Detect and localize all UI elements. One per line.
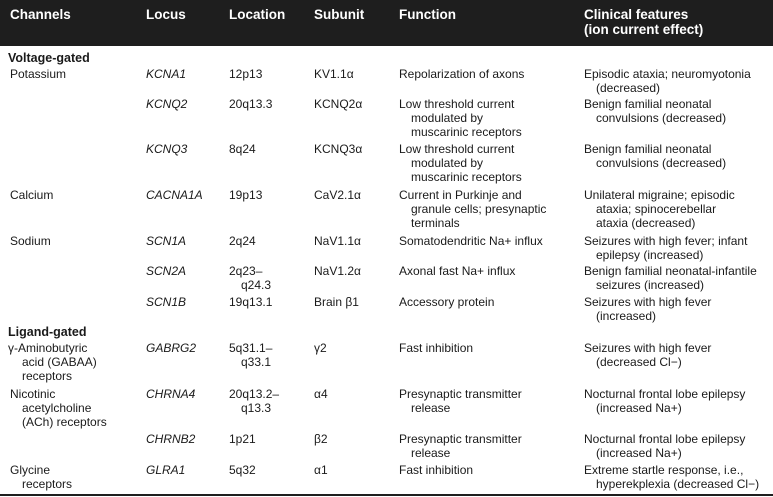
subunit-cell: β2 — [314, 432, 328, 446]
function-cell: Low threshold current — [399, 97, 515, 111]
subunit-cell: CaV2.1α — [314, 188, 361, 202]
locus-cell: SCN1A — [146, 234, 187, 248]
clinical-cell: (increased Na+) — [596, 401, 682, 415]
clinical-cell: Seizures with high fever — [584, 341, 712, 355]
channel-cell: Calcium — [10, 188, 54, 202]
function-cell: muscarinic receptors — [411, 170, 522, 184]
function-cell: muscarinic receptors — [411, 125, 522, 139]
subunit-cell: NaV1.1α — [314, 234, 361, 248]
locus-cell: KCNA1 — [146, 67, 187, 81]
subunit-cell: α1 — [314, 463, 328, 477]
clinical-cell: Seizures with high fever; infant — [584, 234, 748, 248]
function-cell: Fast inhibition — [399, 341, 474, 355]
clinical-cell: Nocturnal frontal lobe epilepsy — [584, 387, 746, 401]
clinical-cell: Episodic ataxia; neuromyotonia — [584, 67, 751, 81]
clinical-cell: Benign familial neonatal-infantile — [584, 264, 757, 278]
clinical-cell: (increased Na+) — [596, 446, 682, 460]
subunit-cell: KCNQ3α — [314, 142, 363, 156]
section-voltage-gated: Voltage-gated — [8, 51, 90, 65]
clinical-cell: convulsions (decreased) — [596, 156, 727, 170]
function-cell: Fast inhibition — [399, 463, 474, 477]
section-ligand-gated: Ligand-gated — [8, 325, 87, 339]
location-cell: 20q13.3 — [229, 97, 273, 111]
locus-cell: GABRG2 — [146, 341, 197, 355]
clinical-cell: (increased) — [596, 309, 657, 323]
clinical-cell: Seizures with high fever — [584, 295, 712, 309]
function-cell: Current in Purkinje and — [399, 188, 522, 202]
channel-cell: Glycine — [10, 463, 51, 477]
clinical-cell: seizures (increased) — [596, 278, 705, 292]
channel-cell: Nicotinic — [10, 387, 56, 401]
subunit-cell: NaV1.2α — [314, 264, 361, 278]
location-cell: 5q31.1– — [229, 341, 273, 355]
function-cell: granule cells; presynaptic — [411, 202, 547, 216]
locus-cell: SCN2A — [146, 264, 187, 278]
location-cell: q13.3 — [241, 401, 272, 415]
function-cell: release — [411, 401, 451, 415]
subunit-cell: Brain β1 — [314, 295, 359, 309]
function-cell: Repolarization of axons — [399, 67, 525, 81]
table-header — [0, 0, 773, 46]
function-cell: Presynaptic transmitter — [399, 387, 522, 401]
locus-cell: CACNA1A — [146, 188, 203, 202]
clinical-cell: Benign familial neonatal — [584, 97, 712, 111]
location-cell: 2q23– — [229, 264, 263, 278]
subunit-cell: α4 — [314, 387, 328, 401]
channel-cell: Sodium — [10, 234, 51, 248]
function-cell: modulated by — [411, 156, 484, 170]
clinical-cell: Benign familial neonatal — [584, 142, 712, 156]
clinical-cell: (decreased Cl−) — [596, 355, 682, 369]
clinical-cell: Extreme startle response, i.e., — [584, 463, 744, 477]
clinical-cell: Unilateral migraine; episodic — [584, 188, 735, 202]
locus-cell: CHRNA4 — [146, 387, 196, 401]
channel-cell: Potassium — [10, 67, 67, 81]
header-locus: Locus — [146, 7, 186, 22]
header-channels: Channels — [10, 7, 71, 22]
location-cell: 5q32 — [229, 463, 256, 477]
channel-cell: acid (GABAA) — [22, 355, 97, 369]
locus-cell: CHRNB2 — [146, 432, 196, 446]
header-clinical-features: Clinical features — [584, 7, 689, 22]
location-cell: 19p13 — [229, 188, 263, 202]
clinical-cell: epilepsy (increased) — [596, 248, 704, 262]
subunit-cell: KCNQ2α — [314, 97, 363, 111]
function-cell: Accessory protein — [399, 295, 495, 309]
channel-cell: (ACh) receptors — [22, 415, 107, 429]
clinical-cell: (decreased) — [596, 81, 661, 95]
location-cell: 8q24 — [229, 142, 256, 156]
clinical-cell: Nocturnal frontal lobe epilepsy — [584, 432, 746, 446]
locus-cell: KCNQ2 — [146, 97, 188, 111]
location-cell: 1p21 — [229, 432, 256, 446]
header-location: Location — [229, 7, 286, 22]
location-cell: 19q13.1 — [229, 295, 273, 309]
function-cell: modulated by — [411, 111, 484, 125]
clinical-cell: convulsions (decreased) — [596, 111, 727, 125]
location-cell: q33.1 — [241, 355, 272, 369]
clinical-cell: ataxia (decreased) — [596, 216, 696, 230]
channel-cell: receptors — [22, 369, 73, 383]
function-cell: terminals — [411, 216, 460, 230]
header-ion-current-effect: (ion current effect) — [584, 22, 704, 37]
channel-cell: acetylcholine — [22, 401, 92, 415]
header-function: Function — [399, 7, 456, 22]
locus-cell: GLRA1 — [146, 463, 186, 477]
subunit-cell: γ2 — [314, 341, 327, 355]
location-cell: q24.3 — [241, 278, 272, 292]
channel-cell: γ-Aminobutyric — [8, 341, 88, 355]
function-cell: Axonal fast Na+ influx — [399, 264, 516, 278]
function-cell: Low threshold current — [399, 142, 515, 156]
function-cell: release — [411, 446, 451, 460]
function-cell: Presynaptic transmitter — [399, 432, 522, 446]
location-cell: 2q24 — [229, 234, 256, 248]
function-cell: Somatodendritic Na+ influx — [399, 234, 543, 248]
location-cell: 12p13 — [229, 67, 263, 81]
channel-cell: receptors — [22, 477, 73, 491]
locus-cell: SCN1B — [146, 295, 187, 309]
bottom-rule — [0, 494, 773, 496]
clinical-cell: hyperekplexia (decreased Cl−) — [596, 477, 760, 491]
location-cell: 20q13.2– — [229, 387, 280, 401]
header-subunit: Subunit — [314, 7, 365, 22]
locus-cell: KCNQ3 — [146, 142, 188, 156]
subunit-cell: KV1.1α — [314, 67, 354, 81]
clinical-cell: ataxia; spinocerebellar — [596, 202, 717, 216]
